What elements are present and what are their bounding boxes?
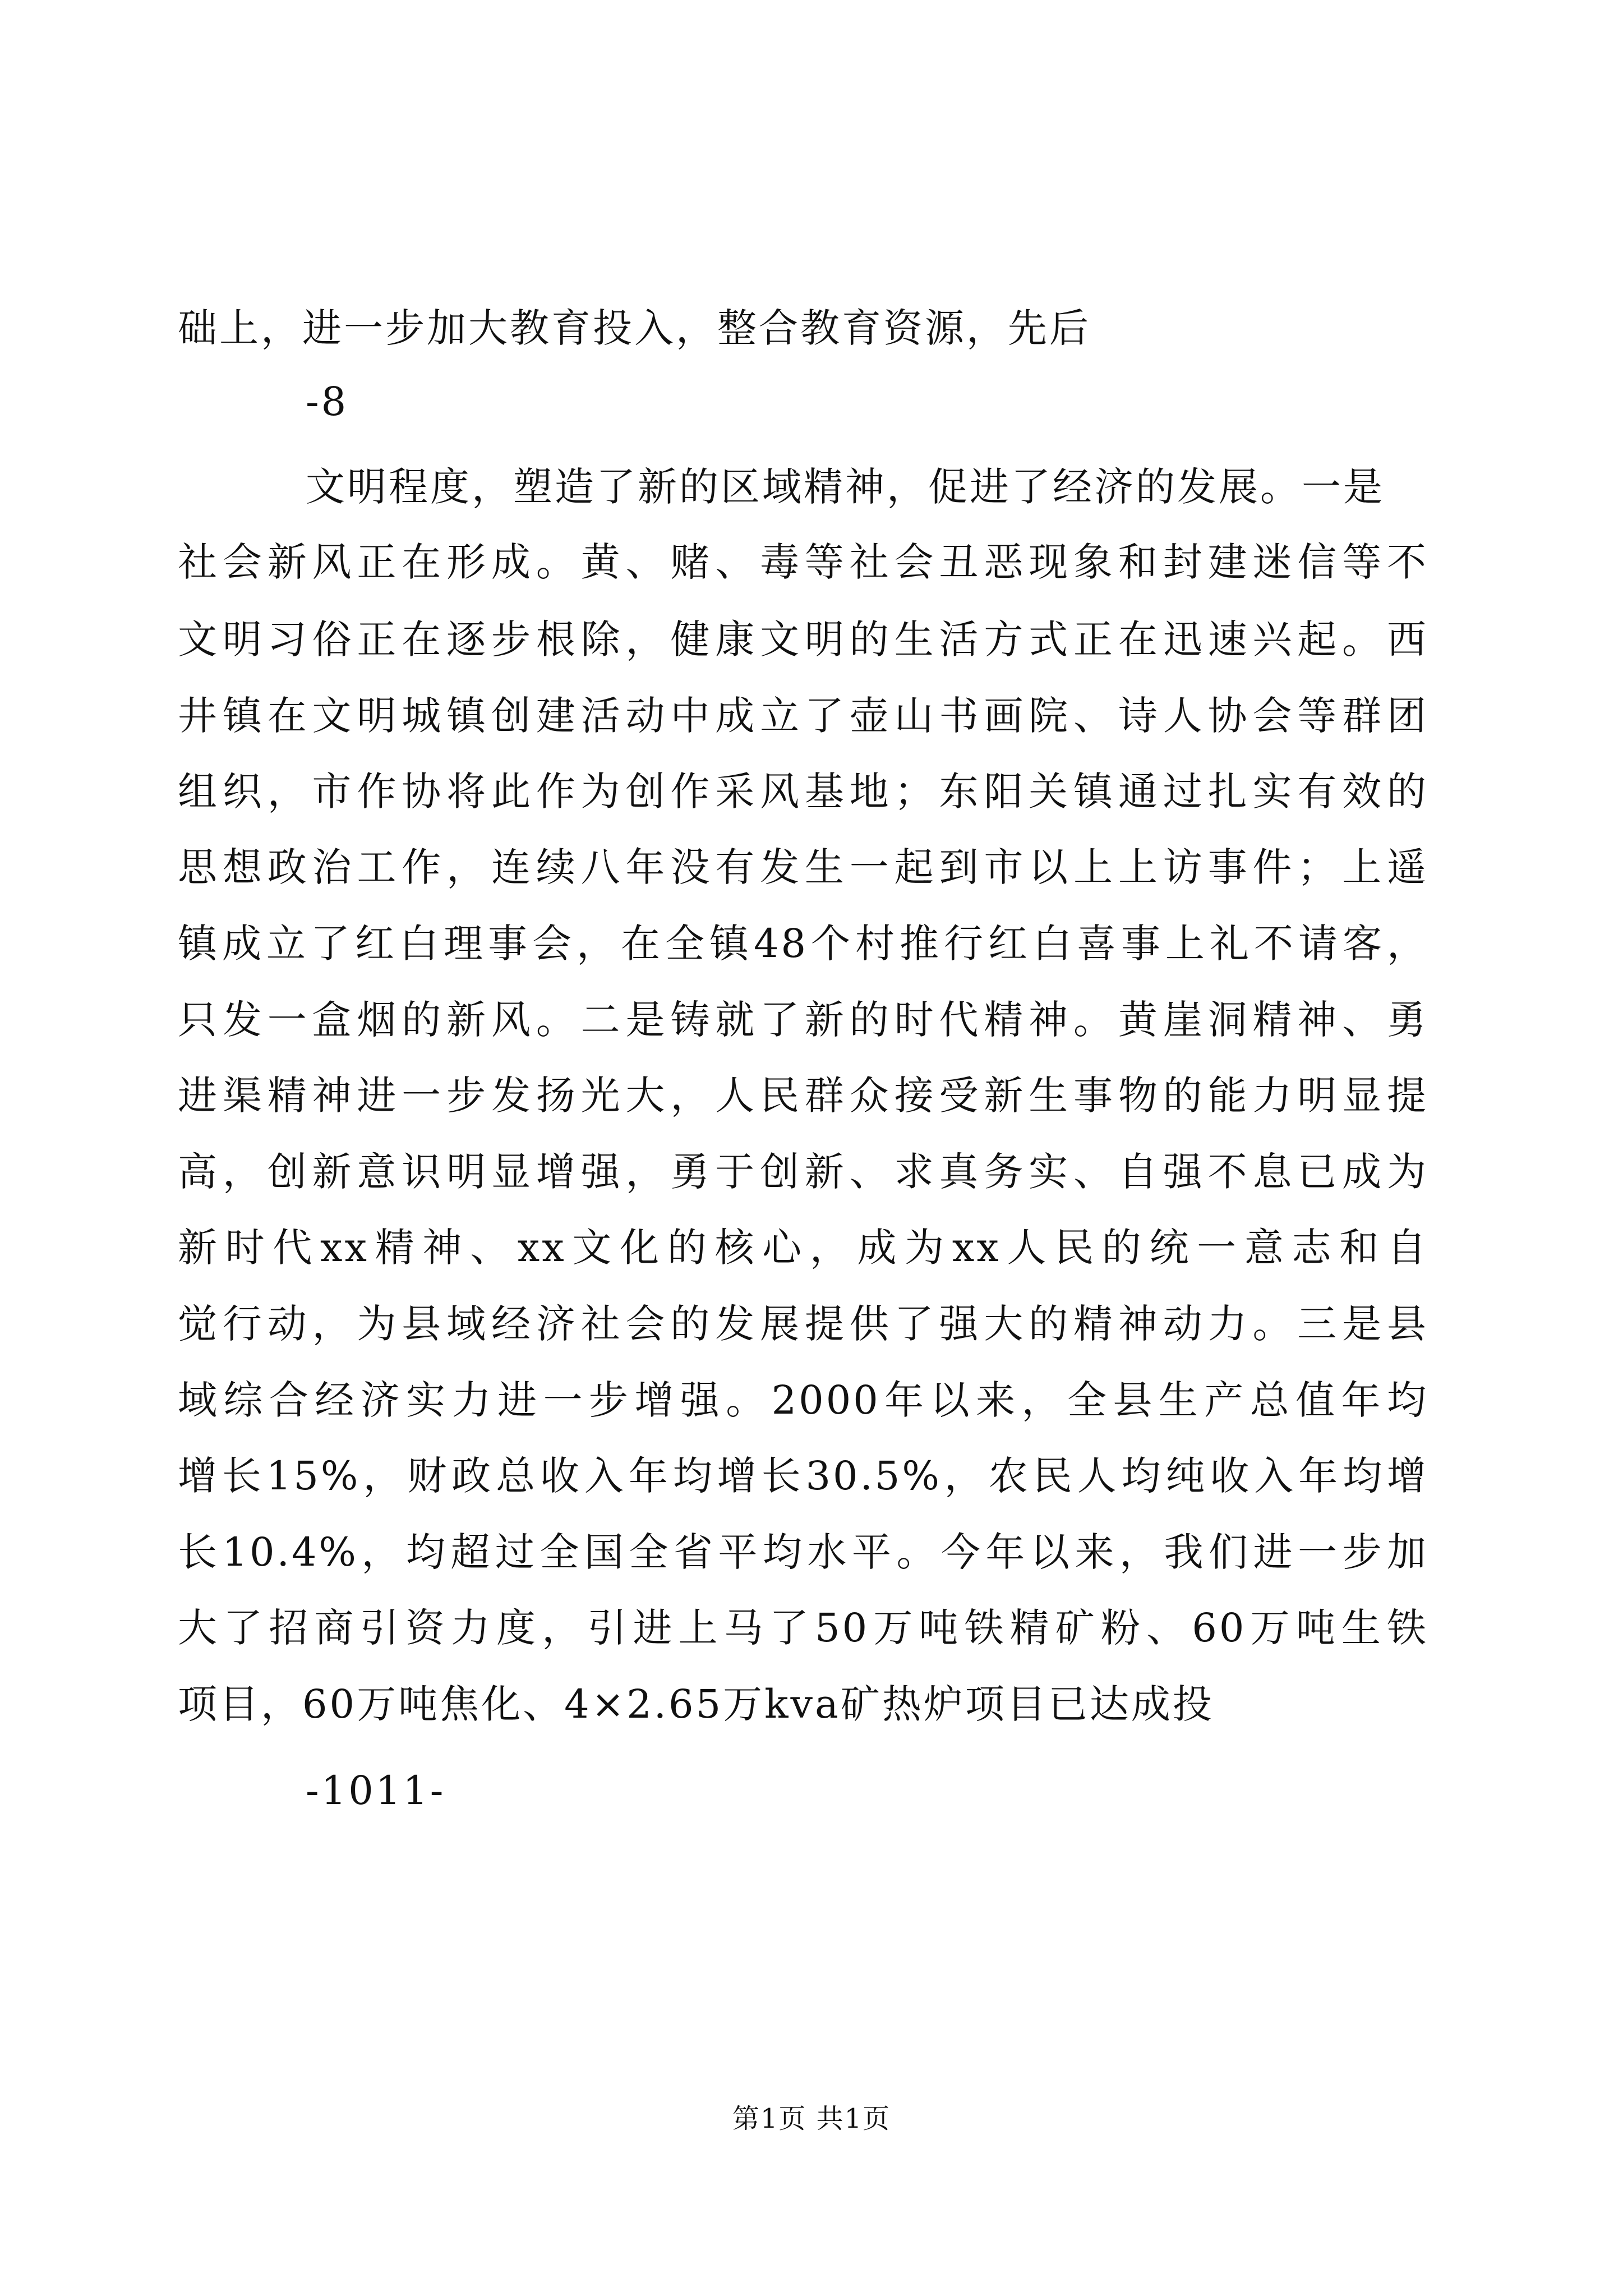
paragraph-line: 增长15%，财政总收入年均增长30.5%，农民人均纯收入年均增 [178,1453,1428,1499]
paragraph-line: 镇成立了红白理事会，在全镇48个村推行红白喜事上礼不请客， [178,921,1428,967]
paragraph-line: 高，创新意识明显增强，勇于创新、求真务实、自强不息已成为 [178,1149,1428,1195]
paragraph-line: 只发一盒烟的新风。二是铸就了新的时代精神。黄崖洞精神、勇 [178,997,1428,1043]
paragraph-line: 思想政治工作，连续八年没有发生一起到市以上上访事件；上遥 [178,844,1428,890]
page-marker-bottom: -1011- [306,1768,446,1814]
paragraph-line: 井镇在文明城镇创建活动中成立了壶山书画院、诗人协会等群团 [178,693,1428,739]
page-marker-top: -8 [306,379,349,425]
paragraph-line: 觉行动，为县域经济社会的发展提供了强大的精神动力。三是县 [178,1301,1428,1347]
paragraph-line: 长10.4%，均超过全国全省平均水平。今年以来，我们进一步加 [178,1529,1428,1575]
paragraph-line: 域综合经济实力进一步增强。2000年以来，全县生产总值年均 [178,1377,1428,1423]
paragraph-line: 组织，市作协将此作为创作采风基地；东阳关镇通过扎实有效的 [178,769,1428,815]
paragraph-line: 项目，60万吨焦化、4×2.65万kva矿热炉项目已达成投 [178,1681,1214,1727]
paragraph-line: 新时代xx精神、xx文化的核心，成为xx人民的统一意志和自 [178,1225,1428,1271]
page-footer: 第1页 共1页 [732,2103,891,2134]
paragraph-line: 文明习俗正在逐步根除，健康文明的生活方式正在迅速兴起。西 [178,616,1428,662]
paragraph-line: 进渠精神进一步发扬光大，人民群众接受新生事物的能力明显提 [178,1073,1428,1119]
paragraph-line: 文明程度，塑造了新的区域精神，促进了经济的发展。一是 [306,464,1385,510]
paragraph-line: 社会新风正在形成。黄、赌、毒等社会丑恶现象和封建迷信等不 [178,539,1428,585]
paragraph-line: 大了招商引资力度，引进上马了50万吨铁精矿粉、60万吨生铁 [178,1605,1428,1651]
opening-line: 础上，进一步加大教育投入，整合教育资源，先后 [178,305,1091,351]
